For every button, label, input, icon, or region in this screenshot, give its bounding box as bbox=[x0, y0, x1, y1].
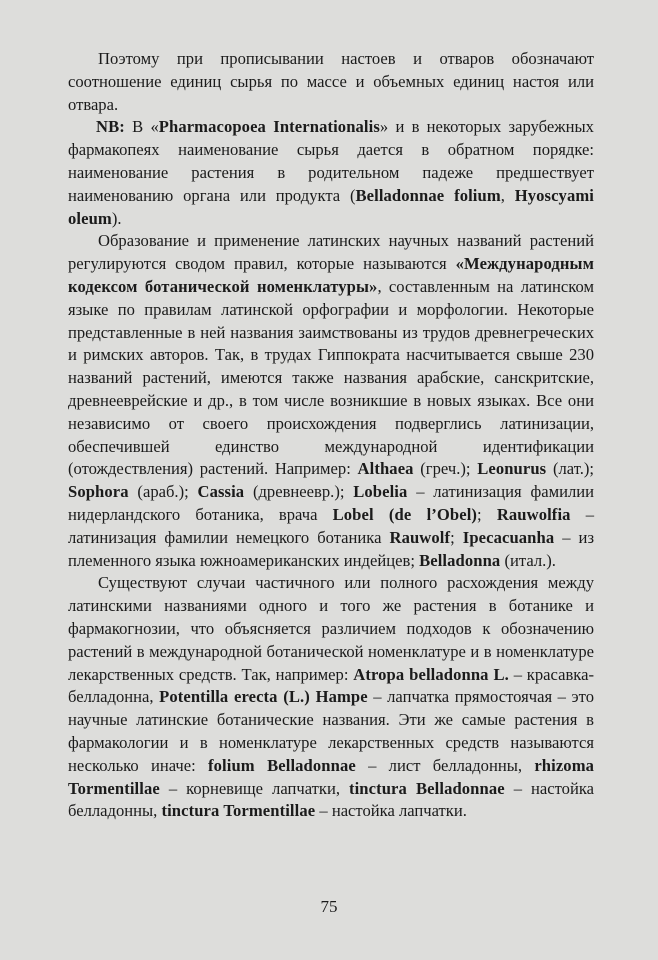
text-run: – лапчатка прямостоячая – это научные латинские ботанические названия. Эти же самые растения в фармакологии и в номенклатуре лекарственных средств называются несколько иначе: bbox=[68, 687, 594, 775]
bold-term: tinctura Belladonnae bbox=[348, 778, 505, 798]
text-run: (греч.); bbox=[413, 459, 478, 479]
bold-term: Cassia bbox=[197, 482, 245, 502]
bold-term: Leonurus bbox=[477, 459, 547, 479]
paragraph bbox=[68, 48, 594, 116]
bold-term: folium Belladonnae bbox=[208, 755, 356, 775]
text-run: В « bbox=[124, 117, 159, 137]
text-run: (итал.). bbox=[500, 550, 556, 570]
text-run: » и в некоторых зарубежных фармакопеях наименование сырья дается в обратном порядке: наименование растения в родительном падеже предшествует наименованию органа или продукта ( bbox=[68, 117, 594, 205]
bold-term: Althaea bbox=[357, 459, 414, 479]
bold-term: Lobel (de l’Obel) bbox=[332, 504, 478, 524]
text-run: , составленным на латинском языке по правилам латинской орфографии и морфологии. Некоторые представленные в ней названия заимствованы из трудов древнегреческих и римских авторов. Так, в трудах Гиппократа насчитывается свыше 230 названий растений, имеются также названия арабские, санскритские, древнееврейские и др., в том числе возникшие в новых языках. Все они независимо от своего происхождения подверглись латинизации, обеспечившей единство международной идентификации (отождествления) растений. Например: bbox=[68, 276, 594, 479]
text-run: – красавка-белладонна, bbox=[68, 664, 594, 707]
text-run: – латинизация фамилии немецкого ботаника bbox=[68, 504, 594, 547]
paragraph bbox=[68, 572, 594, 823]
text-run: ; bbox=[477, 504, 497, 524]
bold-term: Pharmacopoea Internationalis bbox=[158, 117, 380, 137]
bold-term: rhizoma Tormentillae bbox=[68, 755, 595, 798]
text-run: , bbox=[500, 185, 515, 205]
paragraph bbox=[68, 116, 594, 230]
bold-term: Belladonnae folium bbox=[355, 185, 501, 205]
body-text bbox=[68, 48, 594, 823]
bold-term: Rauwolf bbox=[389, 527, 451, 547]
text-run: – настойка белладонны, bbox=[68, 778, 595, 821]
text-run: (араб.); bbox=[128, 482, 198, 502]
bold-term: Rauwolfia bbox=[496, 504, 571, 524]
page-number: 75 bbox=[320, 897, 338, 916]
bold-term: tinctura Tormentillae bbox=[161, 801, 316, 821]
text-run: (лат.); bbox=[546, 459, 594, 479]
bold-term: Lobelia bbox=[353, 482, 408, 502]
bold-term: «Международным кодексом ботанической номенклатуры» bbox=[68, 254, 594, 296]
text-run: (древнеевр.); bbox=[244, 482, 354, 502]
text-run: – корневище лапчатки, bbox=[159, 778, 349, 798]
text-run: ). bbox=[111, 208, 122, 228]
bold-term: Ipecacuanha bbox=[462, 527, 555, 547]
text-run: – из племенного языка южноамериканских индейцев; bbox=[68, 527, 594, 570]
text-run: Образование и применение латинских научных названий растений регулируются сводом правил, которые называются bbox=[68, 231, 594, 274]
text-run: Поэтому при прописывании настоев и отваров обозначают соотношение единиц сырья по массе и объемных единиц настоя или отвара. bbox=[68, 49, 594, 114]
bold-term: Atropa belladonna L. bbox=[353, 664, 509, 684]
bold-term: Potentilla erecta (L.) Hampe bbox=[159, 687, 368, 707]
bold-term: Belladonna bbox=[419, 550, 501, 570]
text-run: – настойка лапчатки. bbox=[315, 801, 467, 821]
bold-term: Hyoscyami oleum bbox=[68, 185, 594, 228]
text-run: ; bbox=[450, 527, 463, 547]
bold-term: Sophora bbox=[68, 482, 129, 502]
text-run: – латинизация фамилии нидерландского ботаника, врача bbox=[68, 482, 594, 524]
text-run: Существуют случаи частичного или полного расхождения между латинскими названиями одного и того же растения в ботанике и фармакогнозии, что объясняется различием подходов к обозначению растений в международной ботанической номенклатуре и в номенклатуре лекарственных средств. Так, например: bbox=[68, 573, 594, 684]
bold-term: NB: bbox=[96, 117, 125, 137]
paragraph bbox=[68, 230, 594, 572]
text-run: – лист белладонны, bbox=[355, 755, 535, 775]
